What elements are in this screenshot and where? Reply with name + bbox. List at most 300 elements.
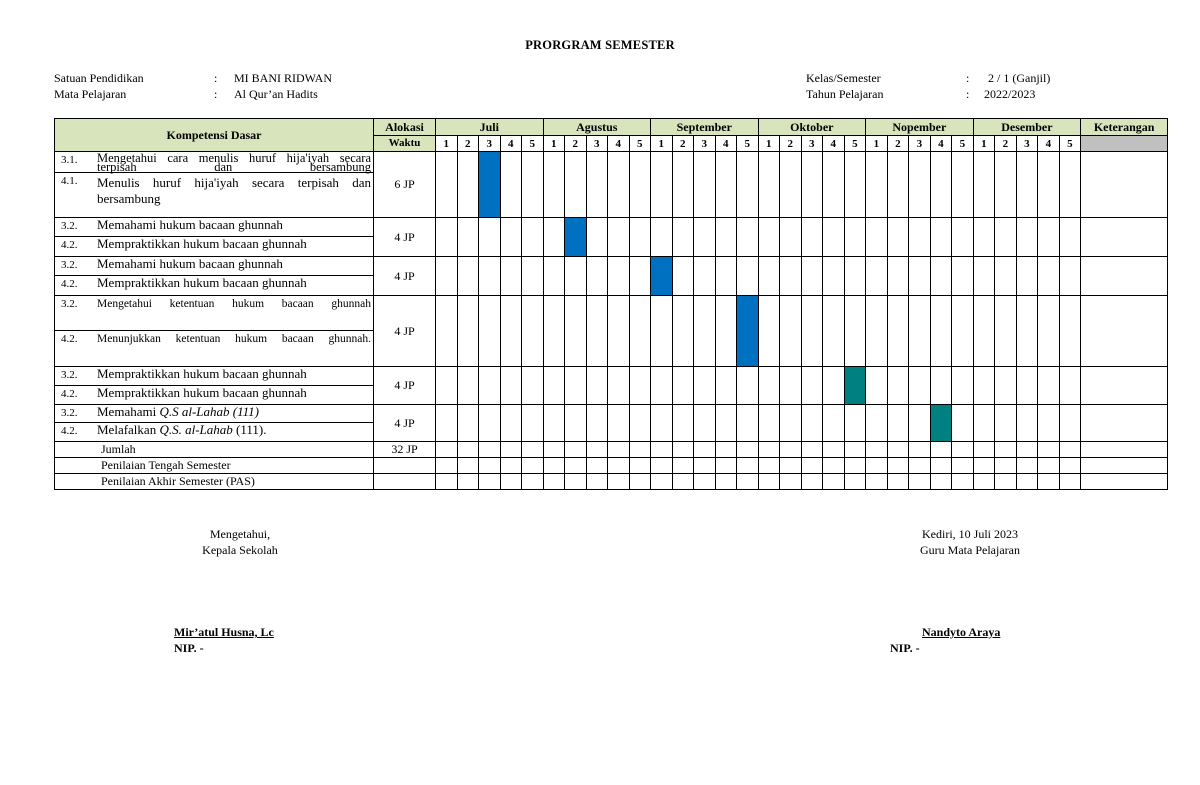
week-cell bbox=[694, 367, 716, 405]
week-cell bbox=[780, 405, 802, 442]
week-cell bbox=[780, 458, 802, 474]
week-cell bbox=[758, 257, 780, 296]
program-semester-table bbox=[54, 118, 1168, 490]
kd-text-main: Memahami hukum bacaan ghunnah bbox=[97, 217, 283, 232]
kd-cell bbox=[55, 405, 374, 423]
week-cell bbox=[522, 442, 544, 458]
kd-cell bbox=[55, 386, 374, 405]
keterangan-subheader bbox=[1081, 136, 1168, 152]
week-cell bbox=[801, 405, 823, 442]
week-header: 1 bbox=[973, 136, 995, 152]
kd-text-main: Mengetahui cara menulis huruf hija'iyah secara terpisah dan bersambung bbox=[97, 151, 371, 174]
week-header: 1 bbox=[866, 136, 888, 152]
week-cell bbox=[1016, 218, 1038, 257]
week-cell bbox=[651, 152, 673, 218]
week-cell bbox=[543, 152, 565, 218]
week-cell bbox=[1059, 257, 1081, 296]
meta-row-kelas bbox=[806, 70, 1166, 86]
week-header: 4 bbox=[715, 136, 737, 152]
week-cell bbox=[952, 442, 974, 458]
week-cell bbox=[479, 296, 501, 367]
week-cell bbox=[715, 405, 737, 442]
meta-left bbox=[54, 70, 454, 104]
month-header: Desember bbox=[973, 119, 1081, 136]
week-cell bbox=[500, 218, 522, 257]
week-cell bbox=[758, 458, 780, 474]
week-cell bbox=[780, 442, 802, 458]
week-cell bbox=[1038, 296, 1060, 367]
keterangan-cell bbox=[1081, 367, 1168, 405]
week-cell bbox=[1038, 257, 1060, 296]
week-cell bbox=[457, 442, 479, 458]
week-cell bbox=[672, 474, 694, 490]
week-cell bbox=[1016, 296, 1038, 367]
meta-label: Satuan Pendidikan bbox=[54, 71, 144, 85]
week-cell bbox=[586, 474, 608, 490]
week-header: 3 bbox=[479, 136, 501, 152]
meta-value: MI BANI RIDWAN bbox=[234, 71, 332, 85]
week-cell bbox=[737, 152, 759, 218]
table-row bbox=[55, 152, 1168, 173]
week-cell bbox=[952, 257, 974, 296]
week-cell bbox=[715, 474, 737, 490]
week-cell bbox=[608, 257, 630, 296]
kd-text-main: Melafalkan bbox=[97, 422, 160, 437]
sign-right-nip: NIP. - bbox=[890, 641, 920, 655]
signature-right-name bbox=[890, 624, 1050, 656]
week-cell bbox=[651, 367, 673, 405]
week-cell bbox=[930, 442, 952, 458]
week-cell bbox=[457, 405, 479, 442]
week-cell bbox=[629, 474, 651, 490]
week-cell bbox=[436, 257, 458, 296]
week-cell bbox=[1038, 458, 1060, 474]
week-cell bbox=[844, 405, 866, 442]
kd-text bbox=[97, 218, 371, 231]
week-cell bbox=[780, 152, 802, 218]
week-header: 3 bbox=[801, 136, 823, 152]
week-cell bbox=[608, 296, 630, 367]
week-cell bbox=[1016, 474, 1038, 490]
week-cell bbox=[801, 257, 823, 296]
header-kompetensi-dasar: Kompetensi Dasar bbox=[55, 119, 374, 152]
week-cell bbox=[909, 405, 931, 442]
week-cell bbox=[887, 152, 909, 218]
week-cell bbox=[844, 458, 866, 474]
signature-right bbox=[890, 526, 1050, 558]
week-cell bbox=[543, 218, 565, 257]
week-cell bbox=[823, 367, 845, 405]
kd-cell bbox=[55, 276, 374, 296]
week-cell bbox=[930, 218, 952, 257]
week-cell bbox=[866, 367, 888, 405]
kd-number: 4.2. bbox=[61, 333, 78, 345]
week-cell bbox=[780, 257, 802, 296]
week-cell bbox=[1059, 367, 1081, 405]
jumlah-row-value: 32 JP bbox=[374, 442, 436, 458]
week-cell bbox=[500, 458, 522, 474]
week-cell bbox=[823, 152, 845, 218]
week-cell bbox=[436, 474, 458, 490]
week-cell bbox=[737, 458, 759, 474]
week-cell bbox=[866, 458, 888, 474]
week-cell bbox=[1059, 218, 1081, 257]
week-cell bbox=[844, 296, 866, 367]
week-header: 1 bbox=[758, 136, 780, 152]
week-cell bbox=[866, 218, 888, 257]
week-cell bbox=[672, 218, 694, 257]
week-cell bbox=[801, 152, 823, 218]
week-cell bbox=[737, 442, 759, 458]
schedule-mark bbox=[565, 218, 587, 257]
week-cell bbox=[565, 474, 587, 490]
week-cell bbox=[500, 405, 522, 442]
sign-left-line1: Mengetahui, bbox=[209, 527, 271, 541]
meta-right bbox=[806, 70, 1166, 104]
week-header: 4 bbox=[608, 136, 630, 152]
kd-line bbox=[61, 386, 371, 400]
week-cell bbox=[522, 474, 544, 490]
week-cell bbox=[1016, 458, 1038, 474]
week-cell bbox=[973, 218, 995, 257]
table-row bbox=[55, 218, 1168, 237]
week-cell bbox=[758, 152, 780, 218]
week-cell bbox=[866, 257, 888, 296]
kd-line bbox=[61, 257, 371, 271]
week-cell bbox=[823, 458, 845, 474]
signature-left bbox=[150, 526, 330, 558]
week-cell bbox=[500, 367, 522, 405]
kd-line bbox=[61, 152, 371, 172]
week-cell bbox=[694, 296, 716, 367]
week-cell bbox=[694, 405, 716, 442]
week-cell bbox=[436, 442, 458, 458]
month-header: Oktober bbox=[758, 119, 866, 136]
kd-cell bbox=[55, 173, 374, 218]
week-cell bbox=[952, 474, 974, 490]
week-cell bbox=[565, 257, 587, 296]
meta-colon: : bbox=[966, 87, 970, 101]
alokasi-cell: 4 JP bbox=[374, 257, 436, 296]
week-cell bbox=[651, 458, 673, 474]
header-keterangan: Keterangan bbox=[1081, 119, 1168, 136]
alokasi-cell: 6 JP bbox=[374, 152, 436, 218]
week-cell bbox=[1016, 257, 1038, 296]
month-header: Agustus bbox=[543, 119, 651, 136]
week-cell bbox=[522, 257, 544, 296]
week-cell bbox=[973, 367, 995, 405]
week-cell bbox=[780, 474, 802, 490]
week-cell bbox=[672, 442, 694, 458]
kd-line bbox=[61, 331, 371, 347]
week-cell bbox=[715, 442, 737, 458]
week-cell bbox=[973, 458, 995, 474]
kd-text bbox=[97, 331, 371, 347]
week-header: 5 bbox=[1059, 136, 1081, 152]
week-cell bbox=[1038, 152, 1060, 218]
alokasi-cell: 4 JP bbox=[374, 405, 436, 442]
week-cell bbox=[995, 474, 1017, 490]
kd-number: 3.1. bbox=[61, 154, 78, 166]
week-header: 3 bbox=[586, 136, 608, 152]
week-cell bbox=[1016, 367, 1038, 405]
sign-left-name: Mir’atul Husna, Lc bbox=[174, 625, 274, 639]
week-cell bbox=[629, 442, 651, 458]
pts-row bbox=[55, 458, 1168, 474]
kd-cell bbox=[55, 218, 374, 237]
kd-text-tail: (111). bbox=[232, 422, 267, 437]
kd-cell bbox=[55, 152, 374, 173]
week-cell bbox=[629, 257, 651, 296]
week-header: 4 bbox=[500, 136, 522, 152]
week-cell bbox=[887, 474, 909, 490]
week-cell bbox=[694, 458, 716, 474]
week-cell bbox=[694, 257, 716, 296]
kd-text bbox=[97, 423, 371, 436]
week-cell bbox=[543, 458, 565, 474]
document-title: PRORGRAM SEMESTER bbox=[525, 38, 675, 52]
kd-line bbox=[61, 423, 371, 437]
week-cell bbox=[436, 405, 458, 442]
week-cell bbox=[543, 474, 565, 490]
week-cell bbox=[930, 296, 952, 367]
kd-line bbox=[61, 367, 371, 381]
kd-text bbox=[97, 386, 371, 399]
week-cell bbox=[844, 474, 866, 490]
week-cell bbox=[479, 405, 501, 442]
week-cell bbox=[1038, 442, 1060, 458]
week-cell bbox=[823, 218, 845, 257]
alokasi-cell: 4 JP bbox=[374, 296, 436, 367]
week-cell bbox=[457, 257, 479, 296]
keterangan-cell bbox=[1081, 152, 1168, 218]
week-cell bbox=[737, 218, 759, 257]
week-cell bbox=[479, 458, 501, 474]
week-cell bbox=[500, 474, 522, 490]
week-cell bbox=[715, 152, 737, 218]
week-cell bbox=[479, 257, 501, 296]
meta-colon: : bbox=[214, 87, 218, 101]
week-header: 4 bbox=[1038, 136, 1060, 152]
week-cell bbox=[844, 257, 866, 296]
week-cell bbox=[522, 367, 544, 405]
week-cell bbox=[586, 218, 608, 257]
kd-text-italic: Q.S al-Lahab (111) bbox=[159, 404, 260, 419]
week-cell bbox=[1059, 442, 1081, 458]
meta-label: Tahun Pelajaran bbox=[806, 87, 884, 101]
week-cell bbox=[952, 458, 974, 474]
week-cell bbox=[586, 458, 608, 474]
week-cell bbox=[930, 458, 952, 474]
sign-left-nip: NIP. - bbox=[174, 641, 204, 655]
week-header: 3 bbox=[1016, 136, 1038, 152]
keterangan-cell bbox=[1081, 257, 1168, 296]
week-cell bbox=[995, 257, 1017, 296]
kd-number: 4.2. bbox=[61, 388, 78, 400]
week-header: 5 bbox=[629, 136, 651, 152]
kd-cell bbox=[55, 257, 374, 276]
week-cell bbox=[866, 152, 888, 218]
week-cell bbox=[1059, 296, 1081, 367]
week-cell bbox=[801, 458, 823, 474]
kd-text bbox=[97, 152, 371, 172]
week-cell bbox=[995, 218, 1017, 257]
week-cell bbox=[586, 405, 608, 442]
meta-label: Mata Pelajaran bbox=[54, 87, 127, 101]
kd-text-main: Mempraktikkan hukum bacaan ghunnah bbox=[97, 366, 307, 381]
week-cell bbox=[608, 458, 630, 474]
meta-colon: : bbox=[214, 71, 218, 85]
kd-number: 3.2. bbox=[61, 220, 78, 232]
kd-text bbox=[97, 257, 371, 270]
week-cell bbox=[436, 367, 458, 405]
week-cell bbox=[909, 458, 931, 474]
kd-number: 4.2. bbox=[61, 278, 78, 290]
kd-line bbox=[61, 405, 371, 419]
week-cell bbox=[694, 442, 716, 458]
week-cell bbox=[479, 367, 501, 405]
schedule-mark bbox=[844, 367, 866, 405]
week-cell bbox=[608, 367, 630, 405]
week-cell bbox=[500, 442, 522, 458]
kd-cell bbox=[55, 331, 374, 367]
week-cell bbox=[457, 367, 479, 405]
kd-number: 3.2. bbox=[61, 298, 78, 310]
week-header: 2 bbox=[565, 136, 587, 152]
week-cell bbox=[995, 442, 1017, 458]
week-cell bbox=[1059, 474, 1081, 490]
week-cell bbox=[1059, 458, 1081, 474]
week-cell bbox=[629, 296, 651, 367]
week-cell bbox=[801, 296, 823, 367]
jumlah-row-label: Jumlah bbox=[55, 442, 374, 458]
signature-left-name bbox=[174, 624, 274, 656]
kd-cell bbox=[55, 296, 374, 331]
week-cell bbox=[823, 405, 845, 442]
week-cell bbox=[952, 405, 974, 442]
week-cell bbox=[823, 257, 845, 296]
week-cell bbox=[522, 218, 544, 257]
week-header: 5 bbox=[737, 136, 759, 152]
week-cell bbox=[608, 405, 630, 442]
week-cell bbox=[952, 152, 974, 218]
meta-row-mapel bbox=[54, 86, 454, 102]
week-cell bbox=[1016, 405, 1038, 442]
schedule-mark bbox=[737, 296, 759, 367]
week-cell bbox=[543, 405, 565, 442]
keterangan-cell bbox=[1081, 296, 1168, 367]
week-cell bbox=[629, 367, 651, 405]
kd-cell bbox=[55, 423, 374, 442]
alokasi-cell: 4 JP bbox=[374, 218, 436, 257]
week-cell bbox=[758, 442, 780, 458]
kd-text-main: Menulis huruf hija'iyah secara terpisah dan bersambung bbox=[97, 175, 371, 206]
week-cell bbox=[973, 442, 995, 458]
week-cell bbox=[952, 367, 974, 405]
kd-cell bbox=[55, 237, 374, 257]
week-cell bbox=[1038, 367, 1060, 405]
month-header: Nopember bbox=[866, 119, 974, 136]
week-cell bbox=[694, 218, 716, 257]
week-cell bbox=[608, 474, 630, 490]
week-cell bbox=[909, 442, 931, 458]
week-cell bbox=[930, 474, 952, 490]
week-cell bbox=[479, 474, 501, 490]
week-cell bbox=[909, 367, 931, 405]
week-cell bbox=[844, 152, 866, 218]
week-cell bbox=[715, 257, 737, 296]
kd-text bbox=[97, 367, 371, 380]
week-cell bbox=[1059, 152, 1081, 218]
week-cell bbox=[1038, 218, 1060, 257]
kd-line bbox=[61, 237, 371, 251]
kd-text-main: Mempraktikkan hukum bacaan ghunnah bbox=[97, 236, 307, 251]
week-cell bbox=[629, 458, 651, 474]
week-cell bbox=[1038, 474, 1060, 490]
week-cell bbox=[672, 257, 694, 296]
week-cell bbox=[522, 296, 544, 367]
week-header: 4 bbox=[823, 136, 845, 152]
table-row bbox=[55, 257, 1168, 276]
week-header: 1 bbox=[543, 136, 565, 152]
week-cell bbox=[737, 257, 759, 296]
week-cell bbox=[823, 474, 845, 490]
week-cell bbox=[651, 405, 673, 442]
week-cell bbox=[801, 218, 823, 257]
week-cell bbox=[930, 257, 952, 296]
week-header: 5 bbox=[844, 136, 866, 152]
week-cell bbox=[887, 218, 909, 257]
week-cell bbox=[758, 405, 780, 442]
header-alokasi: Alokasi bbox=[374, 119, 436, 136]
week-cell bbox=[887, 257, 909, 296]
week-cell bbox=[801, 367, 823, 405]
week-cell bbox=[930, 367, 952, 405]
week-cell bbox=[436, 458, 458, 474]
week-cell bbox=[909, 152, 931, 218]
week-cell bbox=[436, 296, 458, 367]
week-cell bbox=[758, 296, 780, 367]
schedule-mark bbox=[930, 405, 952, 442]
meta-value: 2022/2023 bbox=[984, 87, 1036, 101]
week-cell bbox=[457, 152, 479, 218]
week-cell bbox=[887, 296, 909, 367]
week-cell bbox=[565, 367, 587, 405]
week-cell bbox=[457, 296, 479, 367]
table-row bbox=[55, 296, 1168, 331]
meta-colon: : bbox=[966, 71, 970, 85]
kd-number: 4.2. bbox=[61, 239, 78, 251]
week-header: 1 bbox=[436, 136, 458, 152]
week-cell bbox=[1081, 458, 1168, 474]
week-cell bbox=[823, 442, 845, 458]
week-cell bbox=[565, 152, 587, 218]
week-cell bbox=[909, 218, 931, 257]
week-cell bbox=[565, 442, 587, 458]
schedule-mark bbox=[651, 257, 673, 296]
week-cell bbox=[715, 367, 737, 405]
week-header: 4 bbox=[930, 136, 952, 152]
week-cell bbox=[1059, 405, 1081, 442]
week-cell bbox=[543, 367, 565, 405]
week-cell bbox=[672, 458, 694, 474]
week-cell bbox=[457, 218, 479, 257]
table-row bbox=[55, 405, 1168, 423]
sign-right-line2: Guru Mata Pelajaran bbox=[920, 543, 1020, 557]
week-cell bbox=[973, 474, 995, 490]
week-cell bbox=[694, 152, 716, 218]
week-cell bbox=[500, 257, 522, 296]
